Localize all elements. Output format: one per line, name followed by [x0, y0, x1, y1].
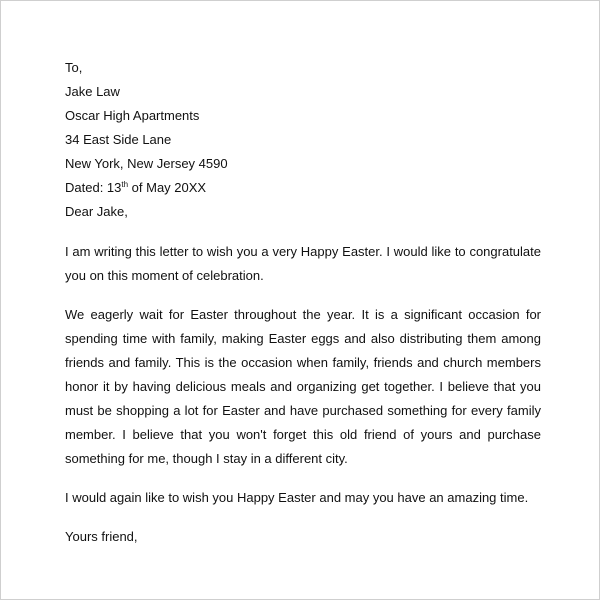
date-rest: of May 20XX — [128, 180, 207, 195]
closing: Yours friend, — [65, 529, 138, 544]
recipient-name: Jake Law — [65, 84, 120, 99]
paragraph-3: I would again like to wish you Happy Easter and may you have an amazing time. — [65, 490, 529, 505]
to-line: To, — [65, 60, 83, 75]
date-ordinal-suffix: th — [121, 180, 129, 189]
address-line-2: 34 East Side Lane — [65, 132, 172, 147]
letter-body — [65, 56, 541, 549]
address-line-1: Oscar High Apartments — [65, 108, 200, 123]
date-label: Dated: 13 — [65, 180, 122, 195]
greeting: Dear Jake, — [65, 204, 128, 219]
paragraph-1: I am writing this letter to wish you a very Happy Easter. I would like to congratulate you on this moment of celebration. — [65, 244, 541, 283]
paragraph-2: We eagerly wait for Easter throughout the year. It is a significant occasion for spending time with family, making Easter eggs and also distributing them among friends and family. This is the occasion when family, friends and church members honor it by having delicious meals and organizing get together. I believe that you must be shopping a lot for Easter and have purchased something for every family member. I believe that you won't forget this old friend of yours and purchase something for me, though I stay in a different city. — [65, 307, 541, 466]
date-line — [65, 176, 541, 200]
address-line-3: New York, New Jersey 4590 — [65, 156, 228, 171]
